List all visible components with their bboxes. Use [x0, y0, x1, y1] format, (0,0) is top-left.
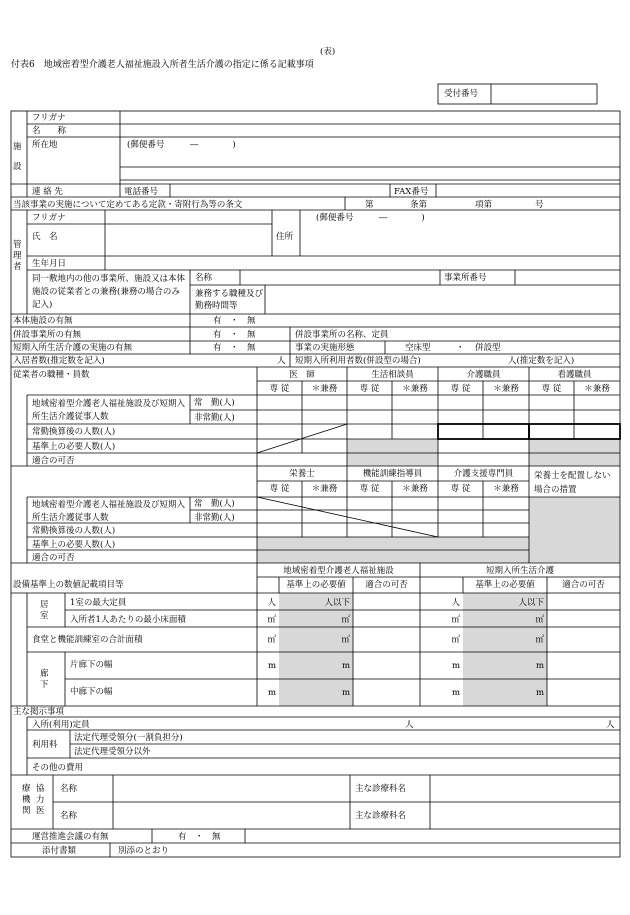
manager-name-label: 氏 名: [32, 232, 58, 242]
staff-heading: 従業者の職種・員数: [13, 370, 90, 380]
adjoining-label: 併設事業所の有無: [13, 330, 82, 340]
eq-single-side: 片廊下の幅: [70, 660, 113, 670]
notice-capacity: 入所(利用)定員: [32, 720, 90, 730]
short-users-unit: 人(推定数を記入): [508, 356, 575, 366]
eq-required-value-2: 基準上の必要値: [475, 580, 535, 590]
manager-birth-label: 生年月日: [32, 259, 67, 269]
notice-proxy1: 法定代理受領分(一割負担分): [74, 733, 183, 743]
unit-m: m: [341, 688, 350, 698]
highlight-cell-care: [438, 424, 529, 439]
converted-label: 常勤換算後の人数(人): [32, 427, 116, 437]
converted-label-2: 常勤換算後の人数(人): [32, 526, 116, 536]
articles-kou: 項第: [475, 200, 493, 210]
unit-sqm: ㎡: [267, 615, 276, 625]
unit-sqm: ㎡: [451, 635, 460, 645]
side-label: (表): [320, 47, 336, 57]
fulltime-label: 常 勤(人): [194, 398, 235, 408]
job-care-manager: 介護支援専門員: [453, 469, 514, 479]
manager-group-label: 管 理 者: [13, 240, 22, 272]
staff-count-label-2: 地域密着型介護老人福祉施設及び短期入所生活介護従事人数: [32, 500, 186, 523]
unit-person: 人: [451, 598, 460, 608]
col-full: 専 従: [269, 484, 290, 494]
notice-proxy2: 法定代理受領分以外: [74, 747, 151, 757]
parttime-label-2: 非常勤(人): [194, 513, 235, 523]
col-part: ＊兼務: [402, 484, 428, 494]
eq-col-facility: 地域密着型介護老人福祉施設: [283, 566, 394, 576]
parttime-label: 非常勤(人): [194, 413, 235, 423]
eq-required-value: 基準上の必要値: [286, 580, 346, 590]
short-users-label: 短期入所利用者数(併設型の場合): [295, 356, 421, 366]
unit-m: m: [451, 688, 460, 698]
compliance-label-2: 適合の可否: [32, 553, 75, 563]
compliance-label: 適合の可否: [32, 456, 75, 466]
manager-address-label: 住所: [276, 232, 294, 242]
eq-compliance-2: 適合の可否: [562, 580, 605, 590]
unit-below: 人以下: [324, 598, 350, 608]
dietitian-note: 栄養士を配置しない場合の措置: [534, 471, 611, 495]
adjoining-yes-no[interactable]: 有 ・ 無: [213, 330, 256, 340]
medical-dept-1: 主な診療科名: [355, 784, 407, 794]
manager-duty-label: 兼務する職種及び勤務時間等: [195, 289, 264, 311]
residents-unit: 人: [277, 356, 286, 366]
required-label-2: 基準上の必要人数(人): [32, 540, 116, 550]
facility-group-label: 施 設: [13, 142, 22, 172]
job-counselor: 生活相談員: [371, 370, 414, 380]
job-trainer: 機能訓練指導員: [362, 469, 423, 479]
col-part: ＊兼務: [584, 384, 610, 394]
unit-m: m: [267, 688, 276, 698]
notice-fees: 利用料: [32, 740, 58, 750]
main-facility-yes-no[interactable]: 有 ・ 無: [213, 316, 256, 326]
manager-office-number-label: 事業所番号: [444, 273, 487, 283]
impl-form-separator: ・: [456, 343, 465, 353]
unit-person: 人: [267, 598, 276, 608]
unit-sqm: ㎡: [535, 635, 544, 645]
facility-fax-label: FAX番号: [394, 187, 429, 197]
receipt-label: 受付番号: [444, 89, 479, 99]
col-full: 専 従: [359, 384, 380, 394]
eq-room-label: 居 室: [40, 600, 49, 621]
unit-m: m: [535, 661, 544, 671]
medical-name-2: 名称: [60, 811, 78, 821]
col-full: 専 従: [450, 384, 471, 394]
impl-form-label: 事業の実施形態: [295, 343, 355, 353]
unit-sqm: ㎡: [267, 635, 276, 645]
unit-m: m: [267, 661, 276, 671]
eq-corridor-label: 廊 下: [40, 669, 49, 690]
short-stay-yes-no[interactable]: 有 ・ 無: [213, 343, 256, 353]
col-part: ＊兼務: [493, 384, 519, 394]
job-nurse: 看護職員: [557, 370, 592, 380]
main-facility-label: 本体施設の有無: [13, 316, 73, 326]
required-label: 基準上の必要人数(人): [32, 442, 116, 452]
medical-group-label-1: 療 機 関: [22, 784, 31, 816]
notice-capacity-unit-1: 人: [405, 720, 414, 730]
manager-postal: (郵便番号 ― ): [316, 213, 425, 223]
col-full: 専 従: [359, 484, 380, 494]
col-full: 専 従: [269, 384, 290, 394]
empty-bed-type[interactable]: 空床型: [405, 343, 431, 353]
facility-contact-label: 連 絡 先: [32, 187, 63, 197]
job-doctor: 医 師: [289, 370, 315, 380]
receipt-number-field[interactable]: [493, 86, 595, 102]
articles-gou: 号: [535, 200, 544, 210]
col-part: ＊兼務: [493, 484, 519, 494]
articles-label: 当該事業の実施について定めてある定款・寄附行為等の条文: [13, 200, 243, 210]
articles-dai: 第: [365, 200, 374, 210]
eq-dining: 食堂と機能訓練室の合計面積: [32, 635, 143, 645]
unit-below: 人以下: [518, 598, 544, 608]
col-full: 専 従: [541, 384, 562, 394]
unit-sqm: ㎡: [341, 615, 350, 625]
eq-room-capacity: 1室の最大定員: [70, 598, 127, 608]
notice-capacity-unit-2: 人: [606, 720, 615, 730]
council-label: 運営推進会議の有無: [32, 832, 109, 842]
unit-m: m: [341, 661, 350, 671]
notice-other: その他の費用: [32, 763, 84, 773]
articles-jou: 条第: [410, 200, 428, 210]
col-part: ＊兼務: [402, 384, 428, 394]
eq-heading: 設備基準上の数値記載項目等: [13, 580, 124, 590]
eq-col-short: 短期入所生活介護: [485, 566, 554, 576]
col-part: ＊兼務: [311, 484, 338, 494]
medical-name-1: 名称: [60, 784, 78, 794]
col-part: ＊兼務: [311, 384, 338, 394]
eq-compliance: 適合の可否: [365, 580, 408, 590]
facility-phone-label: 電話番号: [124, 187, 159, 197]
residents-label: 入居者数(推定数を記入): [13, 356, 105, 366]
manager-concurrent-label: 同一敷地内の他の事業所、施設又は本体施設の従業者との兼務(兼務の場合のみ記入): [32, 274, 186, 310]
facility-postal: (郵便番号 ― ): [127, 140, 236, 150]
fulltime-label-2: 常 勤(人): [194, 499, 235, 509]
facility-furigana-label: フリガナ: [32, 113, 66, 123]
short-stay-label: 短期入所生活介護の実施の有無: [13, 343, 133, 353]
job-care-worker: 介護職員: [466, 370, 501, 380]
attach-label: 添付書類: [42, 846, 77, 856]
unit-sqm: ㎡: [341, 635, 350, 645]
eq-middle: 中廊下の幅: [70, 687, 113, 697]
medical-group-label-2: 協 力 医: [36, 784, 45, 816]
unit-sqm: ㎡: [451, 615, 460, 625]
unit-m: m: [535, 688, 544, 698]
adjoining-name-label: 併設事業所の名称、定員: [295, 330, 389, 340]
council-yes-no[interactable]: 有 ・ 無: [178, 832, 221, 842]
facility-address-label: 所在地: [32, 140, 58, 150]
highlight-cell-nursing: [529, 424, 620, 439]
adjoining-type[interactable]: 併設型: [475, 343, 501, 353]
eq-room-area: 入所者1人あたりの最小床面積: [70, 615, 186, 625]
col-full: 専 従: [450, 484, 471, 494]
unit-sqm: ㎡: [535, 615, 544, 625]
staff-count-label: 地域密着型介護老人福祉施設及び短期入所生活介護従事人数: [32, 399, 186, 422]
manager-concurrent-name-label: 名称: [195, 273, 213, 283]
unit-m: m: [451, 661, 460, 671]
job-dietitian: 栄養士: [289, 469, 315, 479]
manager-furigana-label: フリガナ: [32, 213, 66, 223]
attach-value: 別添のとおり: [118, 846, 170, 856]
facility-name-label: 名 称: [32, 126, 67, 136]
form-title: 付表6 地域密着型介護老人福祉施設入所者生活介護の指定に係る記載事項: [11, 60, 314, 70]
medical-dept-2: 主な診療科名: [355, 811, 407, 821]
notice-heading: 主な掲示事項: [13, 707, 65, 717]
